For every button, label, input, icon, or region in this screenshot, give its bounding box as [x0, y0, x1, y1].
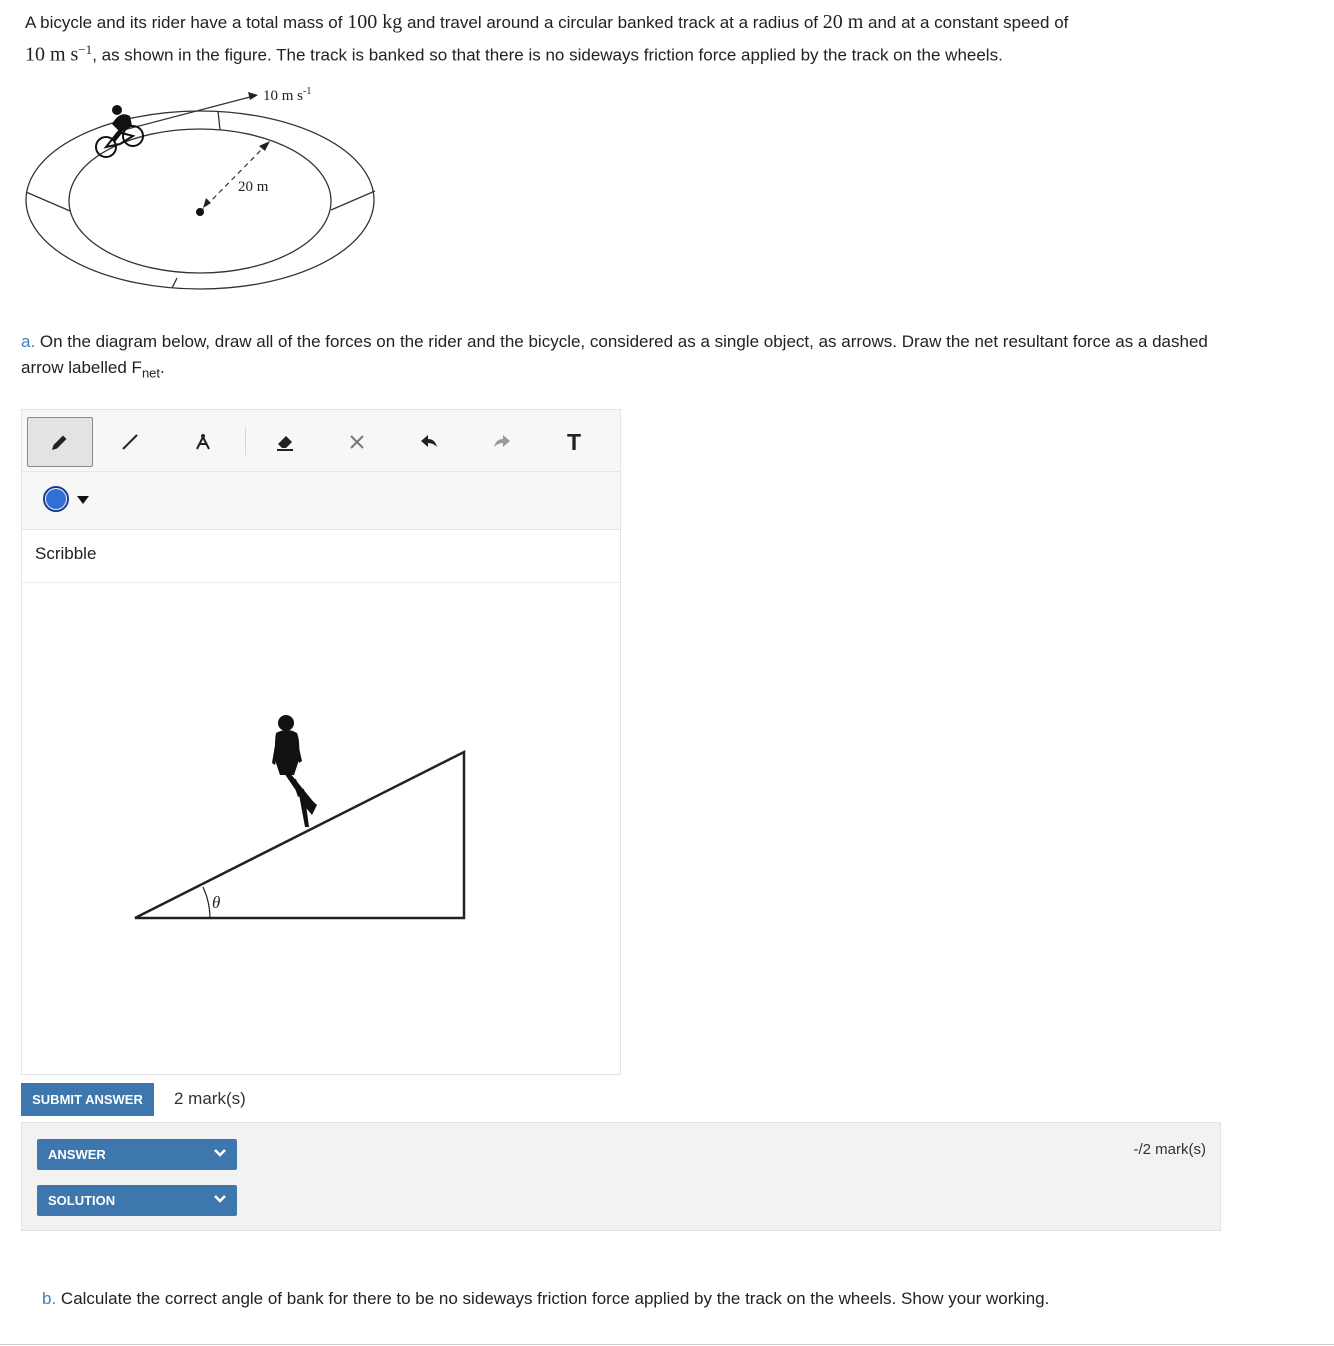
radius-label: 20 m	[238, 179, 269, 195]
drawing-toolbar	[22, 410, 620, 472]
color-picker[interactable]	[43, 486, 69, 512]
answer-dropdown-label: ANSWER	[48, 1147, 106, 1162]
drawing-widget	[21, 409, 621, 1075]
line-tool[interactable]	[97, 417, 163, 467]
answer-panel	[21, 1122, 1221, 1231]
submit-answer-button[interactable]: SUBMIT ANSWER	[21, 1083, 154, 1116]
part-a-prompt: a. On the diagram below, draw all of the forces on the rider and the bicycle, considered as a single object, as arrows. Draw the net resultant force as a dashed arrow labelled $F_{net}$.	[21, 332, 1208, 381]
chevron-down-icon[interactable]	[77, 496, 89, 504]
text-icon: T	[566, 428, 582, 455]
line-icon	[120, 432, 140, 452]
compass-tool[interactable]	[170, 417, 236, 467]
part-a-text: On the diagram below, draw all of the forces on the rider and the bicycle, considered as a single object, as arrows. Draw the net resultant force as a dashed arrow labelled F	[21, 332, 1208, 377]
redo-icon	[492, 433, 512, 451]
cyclist-silhouette-icon	[96, 105, 143, 157]
mass-value: 100 kg	[347, 11, 403, 33]
color-swatch	[46, 489, 66, 509]
toolbar-separator	[245, 427, 246, 455]
intro-text-2: and travel around a circular banked track at a radius of	[402, 13, 823, 32]
solution-dropdown-button[interactable]	[37, 1185, 237, 1216]
part-a-letter: a.	[21, 332, 36, 351]
undo-tool[interactable]	[396, 417, 462, 467]
banked-track-figure	[20, 80, 390, 295]
part-b-text: Calculate the correct angle of bank for there to be no sideways friction force applied by the track on the wheels. Show your working.	[56, 1289, 1050, 1308]
fnet-subscript: net	[141, 365, 161, 381]
intro-text-1: A bicycle and its rider have a total mass of	[25, 13, 348, 32]
intro-text-4: , as shown in the figure. The track is banked so that there is no sideways friction force applied by the track on the wheels.	[92, 45, 1003, 65]
marks-label: 2 mark(s)	[174, 1089, 246, 1108]
speed-exponent: −1	[78, 42, 93, 57]
compass-icon	[193, 432, 213, 452]
color-bar	[22, 472, 620, 530]
radius-value: 20 m	[822, 11, 864, 33]
text-tool[interactable]	[541, 417, 607, 467]
undo-icon	[419, 433, 439, 451]
speed-label: 10 m $s^{-1}$	[263, 86, 312, 104]
solution-dropdown-label: SOLUTION	[48, 1193, 116, 1208]
panel-marks-label: -/2 mark(s)	[1133, 1141, 1206, 1158]
eraser-icon	[274, 432, 296, 452]
mode-row	[22, 530, 620, 583]
chevron-down-icon	[213, 1194, 227, 1204]
redo-tool[interactable]	[469, 417, 535, 467]
intro-text-3: and at a constant speed of	[863, 13, 1069, 32]
pencil-icon	[50, 432, 70, 452]
angle-label: θ	[212, 893, 221, 912]
question-intro	[25, 9, 1225, 69]
bottom-divider	[0, 1344, 1334, 1345]
clear-tool[interactable]	[324, 417, 390, 467]
cyclist-back-view-icon	[272, 715, 317, 827]
close-icon	[348, 433, 366, 451]
part-b-prompt	[42, 1287, 1242, 1311]
mode-label: Scribble	[35, 544, 97, 563]
speed-value: 10 m s	[25, 43, 79, 66]
drawing-canvas[interactable]	[22, 583, 620, 1073]
chevron-down-icon	[213, 1148, 227, 1158]
part-b-letter: b.	[42, 1289, 57, 1308]
pencil-tool[interactable]	[27, 417, 93, 467]
eraser-tool[interactable]	[252, 417, 318, 467]
answer-dropdown-button[interactable]	[37, 1139, 237, 1170]
